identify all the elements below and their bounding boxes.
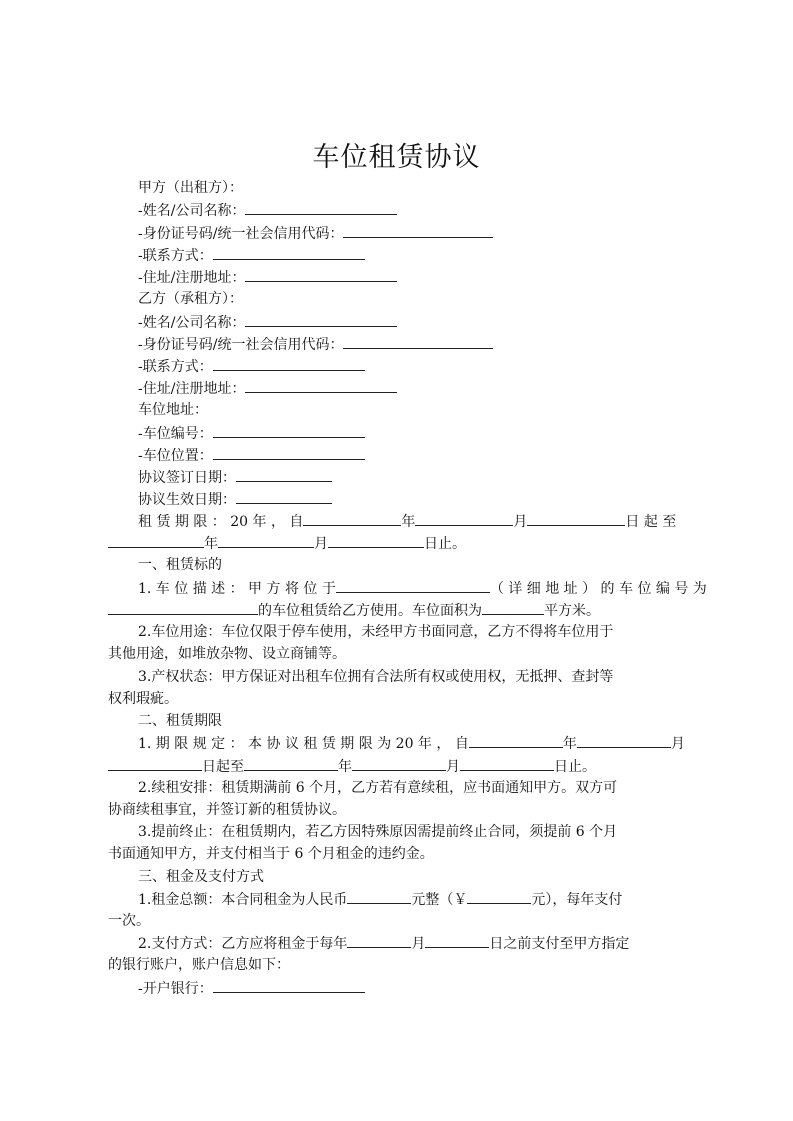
s2-start-day-blank	[108, 755, 202, 771]
s1-location-blank	[336, 577, 490, 593]
spot-position-label: -车位位置：	[138, 448, 213, 464]
term-end-month-blank	[218, 532, 314, 548]
term-start-year-blank	[303, 510, 401, 526]
spot-heading: 车位地址：	[138, 402, 208, 418]
s3-item1-b: 元整（￥	[411, 892, 468, 908]
s1-item1-line2	[108, 599, 600, 621]
s2-end-day-blank	[460, 755, 554, 771]
s2-end-day-unit: 日止。	[554, 759, 596, 775]
party-b-address-blank	[245, 377, 397, 393]
party-a-contact-label: -联系方式：	[138, 248, 213, 264]
term-year-unit: 年	[401, 514, 416, 530]
s2-start-year-blank	[469, 732, 563, 748]
s1-item2-line2: 其他用途，如堆放杂物、设立商铺等。	[108, 646, 346, 662]
signed-date-label: 协议签订日期：	[138, 470, 236, 486]
party-b-id-blank	[343, 333, 493, 349]
s2-end-year-blank	[244, 755, 338, 771]
s1-item3-line2: 权利瑕疵。	[108, 691, 178, 707]
spot-number-label: -车位编号：	[138, 426, 213, 442]
s3-item1-c: 元），每年支付	[531, 892, 623, 908]
party-b-name-line	[138, 311, 397, 333]
party-a-heading: 甲方（出租方）：	[138, 180, 243, 196]
s2-item3-line1: 3.提前终止：在租赁期内，若乙方因特殊原因需提前终止合同，须提前 6 个月	[138, 824, 618, 840]
party-a-name-line	[138, 199, 397, 221]
effective-date-blank	[236, 488, 332, 504]
party-b-name-label: -姓名/公司名称：	[138, 315, 246, 331]
spot-position-blank	[213, 444, 365, 460]
s3-item2-a: 2.支付方式：乙方应将租金于每年	[138, 936, 348, 952]
s2-start-month-blank	[577, 732, 671, 748]
s1-item2-line1: 2.车位用途：车位仅限于停车使用，未经甲方书面同意，乙方不得将车位用于	[138, 624, 614, 640]
s2-item1-a: 1. 期 限 规 定 ： 本 协 议 租 赁 期 限 为 20 年 ， 自	[138, 736, 469, 752]
s2-end-year-unit: 年	[338, 759, 352, 775]
section-1-heading: 一、租赁标的	[138, 557, 222, 573]
party-b-address-label: -住址/注册地址：	[138, 381, 246, 397]
party-b-heading: 乙方（承租方）：	[138, 291, 243, 307]
s3-item2-line2: 的银行账户，账户信息如下：	[108, 957, 290, 973]
party-a-address-line	[138, 266, 397, 288]
s3-rmb-amount-blank	[467, 888, 531, 904]
s3-pay-day-blank	[425, 932, 489, 948]
s1-item1-a: 1. 车 位 描 述 ： 甲 方 将 位 于	[138, 581, 336, 597]
party-b-contact-label: -联系方式：	[138, 359, 213, 375]
term-end-year-blank	[108, 532, 204, 548]
s2-end-month-blank	[352, 755, 446, 771]
s1-spot-number-blank	[108, 599, 258, 615]
term-end-month-unit: 月	[314, 536, 328, 552]
party-a-contact-line	[138, 244, 365, 266]
bank-line	[138, 977, 365, 999]
s2-item2-line1: 2.续租安排：租赁期满前 6 个月，乙方若有意续租，应书面通知甲方。双方可	[138, 780, 618, 796]
term-day-until: 日 起 至	[625, 514, 677, 530]
party-b-address-line	[138, 377, 397, 399]
term-label: 租 赁 期 限 ： 20 年 ， 自	[138, 514, 304, 530]
s2-item1-line2	[108, 755, 596, 777]
signed-date-blank	[236, 466, 332, 482]
term-line-1	[138, 510, 676, 532]
term-start-day-blank	[527, 510, 625, 526]
signed-date-line	[138, 466, 332, 488]
party-a-name-label: -姓名/公司名称：	[138, 203, 246, 219]
spot-position-line	[138, 444, 365, 466]
term-month-unit: 月	[513, 514, 528, 530]
party-b-id-label: -身份证号码/统一社会信用代码：	[138, 337, 344, 353]
effective-date-line	[138, 488, 332, 510]
term-end-day-blank	[328, 532, 424, 548]
s3-item2-line1	[138, 932, 629, 954]
term-line-2	[108, 532, 466, 554]
party-b-id-line	[138, 333, 493, 355]
s1-item1-c: 的车位租赁给乙方使用。车位面积为	[258, 603, 482, 619]
s2-year-unit: 年	[562, 736, 577, 752]
s2-item1-line1	[138, 732, 685, 754]
s2-item3-line2: 书面通知甲方，并支付相当于 6 个月租金的违约金。	[108, 846, 434, 862]
party-a-contact-blank	[213, 244, 365, 260]
party-a-id-blank	[343, 222, 493, 238]
term-end-day-unit: 日止。	[424, 536, 466, 552]
s1-item1-b: （ 详 细 地 址 ） 的 车 位 编 号 为	[489, 581, 707, 597]
effective-date-label: 协议生效日期：	[138, 492, 236, 508]
s1-item3-line1: 3.产权状态：甲方保证对出租车位拥有合法所有权或使用权，无抵押、查封等	[138, 669, 614, 685]
bank-blank	[213, 977, 365, 993]
party-a-id-line	[138, 222, 493, 244]
party-b-contact-blank	[213, 355, 365, 371]
party-b-contact-line	[138, 355, 365, 377]
s2-end-month-unit: 月	[446, 759, 460, 775]
term-end-year-unit: 年	[204, 536, 218, 552]
party-a-address-blank	[245, 266, 397, 282]
s2-day-until: 日起至	[202, 759, 244, 775]
party-a-name-blank	[245, 199, 397, 215]
section-2-heading: 二、租赁期限	[138, 713, 222, 729]
s3-pay-month-blank	[347, 932, 411, 948]
spot-number-blank	[213, 422, 365, 438]
s1-item1-line1	[138, 577, 707, 599]
party-a-id-label: -身份证号码/统一社会信用代码：	[138, 226, 344, 242]
s3-item1-line1	[138, 888, 622, 910]
s1-area-blank	[482, 599, 544, 615]
bank-label: -开户银行：	[138, 981, 213, 997]
document-title: 车位租赁协议	[312, 142, 481, 173]
s3-rmb-words-blank	[347, 888, 411, 904]
s2-item2-line2: 协商续租事宜，并签订新的租赁协议。	[108, 802, 346, 818]
s2-month-unit: 月	[670, 736, 685, 752]
s3-item2-c: 日之前支付至甲方指定	[489, 936, 630, 952]
spot-number-line	[138, 422, 365, 444]
section-3-heading: 三、租金及支付方式	[138, 869, 264, 885]
s3-month-unit: 月	[411, 936, 426, 952]
s1-item1-d: 平方米。	[544, 603, 600, 619]
s3-item1-a: 1.租金总额：本合同租金为人民币	[138, 892, 348, 908]
party-b-name-blank	[245, 311, 397, 327]
term-start-month-blank	[415, 510, 513, 526]
party-a-address-label: -住址/注册地址：	[138, 270, 246, 286]
s3-item1-line2: 一次。	[108, 913, 150, 929]
